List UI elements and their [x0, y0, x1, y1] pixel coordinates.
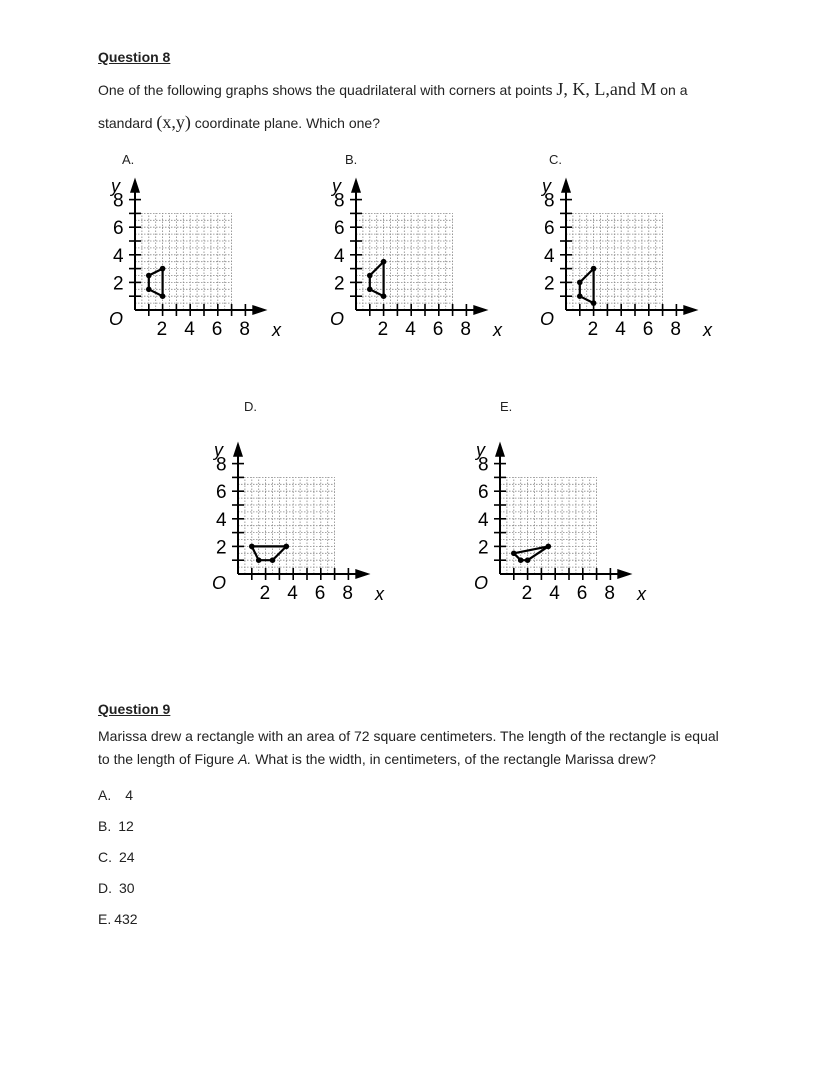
graph-label-e: E. [500, 399, 513, 414]
y-axis-label: y [476, 440, 485, 460]
y-tick-label: 2 [544, 273, 555, 295]
coordinate-graph-c [525, 172, 712, 344]
question-9-text-b: What is the width, in centimeters, of the rectangle Marissa drew? [251, 751, 656, 767]
y-axis-arrow [130, 178, 140, 193]
vertex-point [146, 287, 152, 293]
vertex-point [160, 293, 166, 299]
vertex-point [146, 273, 152, 279]
answer-choice-c[interactable] [98, 849, 135, 865]
choice-value: 4 [125, 787, 134, 803]
x-axis-label: x [637, 584, 646, 604]
question-9-text-line2 [98, 748, 656, 770]
y-tick-label: 8 [216, 454, 227, 476]
y-tick-label: 8 [478, 454, 489, 476]
x-tick-label: 6 [432, 319, 444, 340]
x-axis-label: x [493, 320, 502, 340]
x-axis-arrow [473, 305, 488, 315]
x-tick-label: 4 [184, 319, 195, 340]
vertex-point [546, 544, 552, 550]
y-axis-label: y [111, 176, 120, 196]
vertex-point [367, 287, 373, 293]
vertex-point [367, 273, 373, 279]
graph-label-b: B. [345, 152, 358, 167]
y-axis-label: y [542, 176, 551, 196]
question-8-text-line1 [98, 78, 688, 101]
y-tick-label: 6 [334, 218, 345, 240]
choice-value: 30 [119, 880, 135, 896]
y-tick-label: 8 [334, 190, 345, 212]
question-8-heading: Question 8 [98, 49, 171, 65]
y-tick-label: 2 [113, 273, 124, 295]
x-axis-label: x [703, 320, 712, 340]
question-8-text-c: standard [98, 115, 157, 131]
vertex-point [270, 557, 276, 563]
x-tick-label: 6 [211, 319, 223, 340]
y-tick-label: 2 [334, 273, 345, 295]
plane-label: (x,y) [156, 112, 191, 132]
y-tick-label: 6 [544, 218, 555, 240]
question-8-text-d: coordinate plane. Which one? [190, 115, 380, 131]
x-tick-label: 2 [156, 319, 168, 340]
choice-letter: C. [98, 849, 112, 865]
choice-letter: A. [98, 787, 112, 803]
choice-letter: D. [98, 880, 112, 896]
graph-label-d: D. [244, 399, 257, 414]
vertex-point [577, 280, 583, 286]
x-tick-label: 4 [549, 583, 560, 604]
vertex-point [381, 259, 387, 265]
vertex-point [511, 551, 517, 557]
graph-label-a: A. [122, 152, 135, 167]
x-tick-label: 6 [576, 583, 588, 604]
origin-label: O [212, 573, 227, 593]
coordinate-graph-a [94, 172, 281, 344]
y-tick-label: 4 [478, 509, 489, 531]
answer-choice-d[interactable] [98, 880, 135, 896]
y-axis-arrow [351, 178, 361, 193]
y-axis-arrow [495, 442, 505, 457]
vertex-point [525, 557, 531, 563]
coordinate-graph-d [197, 436, 384, 608]
y-tick-label: 2 [216, 537, 227, 559]
x-tick-label: 8 [460, 319, 471, 340]
choice-value: 12 [118, 818, 134, 834]
x-axis-arrow [617, 569, 632, 579]
x-axis-arrow [683, 305, 698, 315]
x-axis-arrow [355, 569, 370, 579]
y-tick-label: 4 [544, 245, 555, 267]
x-axis-label: x [375, 584, 384, 604]
x-axis-label: x [272, 320, 281, 340]
origin-label: O [540, 309, 555, 329]
y-tick-label: 8 [544, 190, 555, 212]
x-axis-arrow [252, 305, 267, 315]
choice-letter: E. [98, 911, 112, 927]
x-tick-label: 8 [604, 583, 615, 604]
x-tick-label: 2 [521, 583, 533, 604]
vertex-point [381, 293, 387, 299]
x-tick-label: 6 [642, 319, 654, 340]
y-tick-label: 4 [216, 509, 227, 531]
x-tick-label: 2 [377, 319, 389, 340]
x-tick-label: 8 [670, 319, 681, 340]
vertex-point [518, 557, 524, 563]
y-tick-label: 6 [113, 218, 124, 240]
origin-label: O [330, 309, 345, 329]
x-tick-label: 2 [587, 319, 599, 340]
x-tick-label: 4 [287, 583, 298, 604]
y-axis-label: y [332, 176, 341, 196]
question-9-text-a: to the length of Figure [98, 751, 239, 767]
y-axis-arrow [233, 442, 243, 457]
coordinate-graph-b [315, 172, 502, 344]
answer-choice-b[interactable] [98, 818, 134, 834]
origin-label: O [474, 573, 489, 593]
vertex-point [577, 293, 583, 299]
y-tick-label: 4 [113, 245, 124, 267]
choice-value: 432 [114, 911, 138, 927]
vertex-point [249, 544, 255, 550]
choice-letter: B. [98, 818, 112, 834]
choice-value: 24 [119, 849, 135, 865]
answer-choice-a[interactable] [98, 787, 133, 803]
question-8-text-b: on a [656, 82, 688, 98]
points-label: J, K, L,and M [556, 79, 657, 99]
y-tick-label: 6 [478, 482, 489, 504]
vertex-point [160, 266, 166, 272]
x-tick-label: 8 [239, 319, 250, 340]
x-tick-label: 2 [259, 583, 271, 604]
coordinate-graph-e [459, 436, 646, 608]
x-tick-label: 4 [615, 319, 626, 340]
graph-label-c: C. [549, 152, 562, 167]
x-tick-label: 6 [314, 583, 326, 604]
origin-label: O [109, 309, 124, 329]
figure-reference: A. [238, 751, 252, 767]
question-9-text-line1: Marissa drew a rectangle with an area of 72 square centimeters. The length of the rectangle is equal [98, 728, 719, 744]
x-tick-label: 4 [405, 319, 416, 340]
y-axis-arrow [561, 178, 571, 193]
vertex-point [591, 300, 597, 306]
y-tick-label: 8 [113, 190, 124, 212]
x-tick-label: 8 [342, 583, 353, 604]
question-8-text-line2 [98, 111, 380, 134]
vertex-point [256, 557, 262, 563]
answer-choice-e[interactable] [98, 911, 138, 927]
y-tick-label: 6 [216, 482, 227, 504]
question-8-text-a: One of the following graphs shows the quadrilateral with corners at points [98, 82, 557, 98]
question-9-heading: Question 9 [98, 701, 171, 717]
vertex-point [284, 544, 290, 550]
y-tick-label: 4 [334, 245, 345, 267]
vertex-point [591, 266, 597, 272]
y-axis-label: y [214, 440, 223, 460]
y-tick-label: 2 [478, 537, 489, 559]
